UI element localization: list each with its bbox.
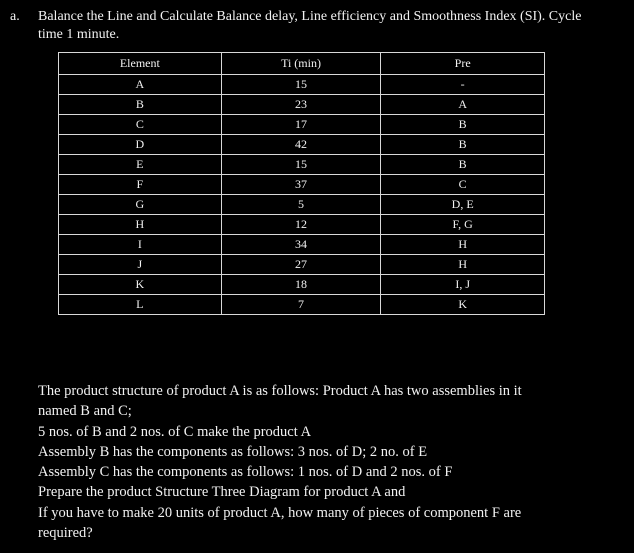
cell-element: C (59, 115, 222, 135)
paragraph-line-7: If you have to make 20 units of product A, how many of pieces of component F are (38, 504, 522, 521)
table-row (59, 75, 545, 95)
paragraph-line-6: Prepare the product Structure Three Diagram for product A and (38, 484, 406, 501)
cell-predecessor: F, G (381, 215, 545, 235)
cell-element: F (59, 175, 222, 195)
cell-time: 34 (221, 235, 381, 255)
cell-time: 12 (221, 215, 381, 235)
cell-element: L (59, 295, 222, 315)
cell-time: 42 (221, 135, 381, 155)
table-header-row (59, 53, 545, 75)
header-element: Element (59, 53, 222, 75)
table-row (59, 135, 545, 155)
paragraph-line-3: 5 nos. of B and 2 nos. of C make the product A (38, 423, 312, 440)
cell-predecessor: B (381, 155, 545, 175)
cell-predecessor: I, J (381, 275, 545, 295)
paragraph-line-8: required? (38, 525, 93, 542)
cell-element: E (59, 155, 222, 175)
table-row (59, 95, 545, 115)
cell-time: 17 (221, 115, 381, 135)
cell-predecessor: - (381, 75, 545, 95)
cell-element: K (59, 275, 222, 295)
cell-element: H (59, 215, 222, 235)
paragraph-line-2: named B and C; (38, 403, 132, 420)
cell-element: G (59, 195, 222, 215)
cell-element: D (59, 135, 222, 155)
table-row (59, 195, 545, 215)
cell-time: 27 (221, 255, 381, 275)
cell-time: 37 (221, 175, 381, 195)
cell-time: 7 (221, 295, 381, 315)
table-row (59, 115, 545, 135)
cell-predecessor: H (381, 235, 545, 255)
cell-predecessor: A (381, 95, 545, 115)
question-line-1: Balance the Line and Calculate Balance delay, Line efficiency and Smoothness Index (SI). Cycle (38, 9, 582, 24)
cell-time: 18 (221, 275, 381, 295)
table-row (59, 175, 545, 195)
cell-time: 5 (221, 195, 381, 215)
paragraph-line-5: Assembly C has the components as follows: 1 nos. of D and 2 nos. of F (38, 464, 453, 481)
table-row (59, 255, 545, 275)
table-row (59, 275, 545, 295)
cell-predecessor: B (381, 135, 545, 155)
cell-predecessor: B (381, 115, 545, 135)
cell-time: 15 (221, 155, 381, 175)
table-row (59, 215, 545, 235)
table-row (59, 155, 545, 175)
question-marker: a. (10, 9, 20, 24)
cell-element: I (59, 235, 222, 255)
header-predecessor: Pre (381, 53, 545, 75)
cell-predecessor: D, E (381, 195, 545, 215)
cell-element: J (59, 255, 222, 275)
header-time: Ti (min) (221, 53, 381, 75)
cell-time: 23 (221, 95, 381, 115)
problem-paragraph (38, 381, 598, 543)
paragraph-line-1: The product structure of product A is as follows: Product A has two assemblies in it (38, 383, 522, 399)
cell-predecessor: H (381, 255, 545, 275)
cell-predecessor: C (381, 175, 545, 195)
cell-time: 15 (221, 75, 381, 95)
question-line-2: time 1 minute. (38, 27, 120, 42)
paragraph-line-4: Assembly B has the components as follows: 3 nos. of D; 2 no. of E (38, 443, 428, 460)
question-text (10, 8, 625, 44)
table-row (59, 295, 545, 315)
precedence-table (58, 52, 545, 315)
cell-element: A (59, 75, 222, 95)
cell-predecessor: K (381, 295, 545, 315)
cell-element: B (59, 95, 222, 115)
table-row (59, 235, 545, 255)
